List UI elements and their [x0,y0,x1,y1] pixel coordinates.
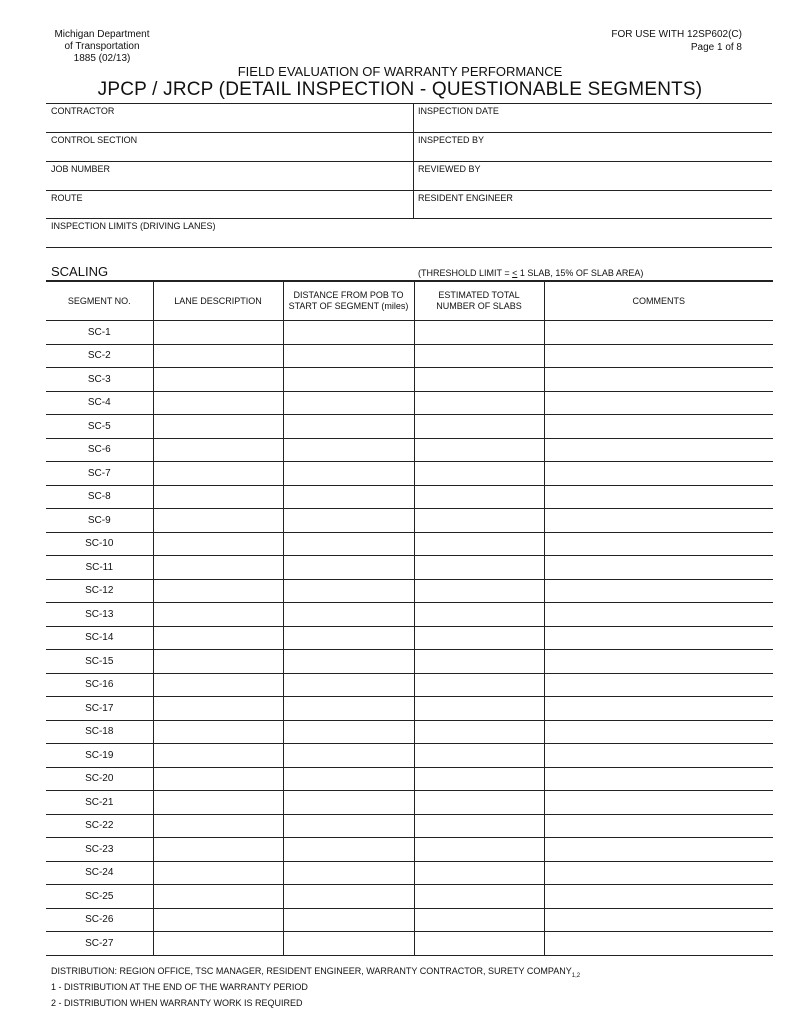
comments-cell[interactable] [544,438,773,462]
segment-no-cell: SC-5 [46,415,153,439]
table-row [46,368,773,392]
segment-no-cell: SC-4 [46,391,153,415]
segment-no-cell: SC-22 [46,814,153,838]
comments-cell[interactable] [544,391,773,415]
distribution-line [51,966,580,979]
segment-no-cell: SC-7 [46,462,153,486]
agency-block [52,29,152,65]
estimated-slabs-cell[interactable] [414,838,544,862]
table-row [46,720,773,744]
table-row [46,344,773,368]
comments-cell[interactable] [544,485,773,509]
col-slabs-line1: ESTIMATED TOTAL [438,290,520,300]
lane-description-cell[interactable] [153,462,283,486]
threshold-text-pre: (THRESHOLD LIMIT = [418,268,513,278]
distance-cell[interactable] [283,791,414,815]
table-row [46,697,773,721]
table-row [46,908,773,932]
segment-no-cell: SC-9 [46,509,153,533]
table-row [46,791,773,815]
form-subtitle: JPCP / JRCP (DETAIL INSPECTION - QUESTIONABLE SEGMENTS) [97,79,703,100]
distance-cell[interactable] [283,814,414,838]
segment-no-cell: SC-8 [46,485,153,509]
table-row [46,932,773,956]
table-row [46,626,773,650]
distance-cell[interactable] [283,603,414,627]
table-row [46,814,773,838]
segment-no-cell: SC-27 [46,932,153,956]
inspection-date-field[interactable]: INSPECTION DATE [418,106,499,116]
distribution-note-1: 1 - DISTRIBUTION AT THE END OF THE WARRANTY PERIOD [51,982,308,992]
threshold-text-post: 1 SLAB, 15% OF SLAB AREA) [517,268,644,278]
comments-cell[interactable] [544,650,773,674]
job-number-field[interactable]: JOB NUMBER [51,164,111,174]
segment-no-cell: SC-6 [46,438,153,462]
distance-cell[interactable] [283,438,414,462]
page-number: Page 1 of 8 [690,42,742,53]
distance-cell[interactable] [283,462,414,486]
estimated-slabs-cell[interactable] [414,861,544,885]
estimated-slabs-cell[interactable] [414,532,544,556]
lane-description-cell[interactable] [153,650,283,674]
lane-description-cell[interactable] [153,720,283,744]
distance-cell[interactable] [283,767,414,791]
distance-cell[interactable] [283,579,414,603]
divider [46,247,772,248]
comments-cell[interactable] [544,885,773,909]
divider [46,132,772,133]
distance-cell[interactable] [283,838,414,862]
segment-no-cell: SC-1 [46,321,153,345]
agency-name-line2: of Transportation [64,41,140,52]
segment-no-cell: SC-26 [46,908,153,932]
threshold-limit [418,268,643,278]
estimated-slabs-cell[interactable] [414,509,544,533]
table-row [46,861,773,885]
table-row [46,673,773,697]
distance-cell[interactable] [283,509,414,533]
lane-description-cell[interactable] [153,932,283,956]
comments-cell[interactable] [544,509,773,533]
comments-cell[interactable] [544,344,773,368]
estimated-slabs-cell[interactable] [414,885,544,909]
lane-description-cell[interactable] [153,885,283,909]
comments-cell[interactable] [544,603,773,627]
comments-cell[interactable] [544,368,773,392]
estimated-slabs-cell[interactable] [414,697,544,721]
lane-description-cell[interactable] [153,344,283,368]
comments-cell[interactable] [544,744,773,768]
distance-cell[interactable] [283,556,414,580]
col-comments: COMMENTS [544,281,773,321]
lane-description-cell[interactable] [153,744,283,768]
lane-description-cell[interactable] [153,368,283,392]
estimated-slabs-cell[interactable] [414,438,544,462]
lane-description-cell[interactable] [153,673,283,697]
comments-cell[interactable] [544,791,773,815]
lane-description-cell[interactable] [153,861,283,885]
comments-cell[interactable] [544,415,773,439]
divider [46,103,772,104]
distance-cell[interactable] [283,368,414,392]
inspected-by-field[interactable]: INSPECTED BY [418,135,485,145]
lane-description-cell[interactable] [153,321,283,345]
segment-no-cell: SC-13 [46,603,153,627]
divider [46,218,772,219]
distance-cell[interactable] [283,415,414,439]
segment-no-cell: SC-19 [46,744,153,768]
agency-name-line1: Michigan Department [54,29,150,40]
comments-cell[interactable] [544,932,773,956]
segment-no-cell: SC-21 [46,791,153,815]
distance-cell[interactable] [283,485,414,509]
comments-cell[interactable] [544,462,773,486]
lane-description-cell[interactable] [153,908,283,932]
resident-engineer-field[interactable]: RESIDENT ENGINEER [418,193,513,203]
segment-no-cell: SC-3 [46,368,153,392]
distance-cell[interactable] [283,673,414,697]
comments-cell[interactable] [544,579,773,603]
comments-cell[interactable] [544,321,773,345]
distance-cell[interactable] [283,321,414,345]
estimated-slabs-cell[interactable] [414,814,544,838]
table-row [46,415,773,439]
table-row [46,438,773,462]
table-row [46,485,773,509]
segment-no-cell: SC-25 [46,885,153,909]
estimated-slabs-cell[interactable] [414,321,544,345]
estimated-slabs-cell[interactable] [414,650,544,674]
estimated-slabs-cell[interactable] [414,344,544,368]
table-row [46,509,773,533]
lane-description-cell[interactable] [153,391,283,415]
distance-cell[interactable] [283,532,414,556]
estimated-slabs-cell[interactable] [414,673,544,697]
segment-no-cell: SC-14 [46,626,153,650]
comments-cell[interactable] [544,814,773,838]
distance-cell[interactable] [283,908,414,932]
comments-cell[interactable] [544,626,773,650]
estimated-slabs-cell[interactable] [414,415,544,439]
table-row [46,744,773,768]
comments-cell[interactable] [544,861,773,885]
lane-description-cell[interactable] [153,791,283,815]
col-distance-line1: DISTANCE FROM POB TO [293,290,404,300]
lane-description-cell[interactable] [153,438,283,462]
estimated-slabs-cell[interactable] [414,603,544,627]
segments-body [46,321,773,956]
table-row [46,885,773,909]
table-row [46,603,773,627]
comments-cell[interactable] [544,838,773,862]
segment-no-cell: SC-24 [46,861,153,885]
distribution-text: DISTRIBUTION: REGION OFFICE, TSC MANAGER, RESIDENT ENGINEER, WARRANTY CONTRACTOR, SURETY COMPANY [51,966,572,976]
distance-cell[interactable] [283,626,414,650]
segment-no-cell: SC-16 [46,673,153,697]
lane-description-cell[interactable] [153,556,283,580]
estimated-slabs-cell[interactable] [414,744,544,768]
comments-cell[interactable] [544,697,773,721]
lane-description-cell[interactable] [153,697,283,721]
estimated-slabs-cell[interactable] [414,485,544,509]
estimated-slabs-cell[interactable] [414,908,544,932]
estimated-slabs-cell[interactable] [414,932,544,956]
table-header-row [46,281,773,321]
table-row [46,391,773,415]
segment-no-cell: SC-12 [46,579,153,603]
lane-description-cell[interactable] [153,767,283,791]
segment-no-cell: SC-11 [46,556,153,580]
lane-description-cell[interactable] [153,415,283,439]
table-row [46,650,773,674]
segment-no-cell: SC-2 [46,344,153,368]
form-title: FIELD EVALUATION OF WARRANTY PERFORMANCE [237,64,563,79]
table-row [46,838,773,862]
segment-no-cell: SC-10 [46,532,153,556]
table-row [46,579,773,603]
distance-cell[interactable] [283,391,414,415]
segment-no-cell: SC-15 [46,650,153,674]
segment-no-cell: SC-18 [46,720,153,744]
segment-no-cell: SC-17 [46,697,153,721]
less-equal-sign: < [512,268,518,278]
distance-cell[interactable] [283,344,414,368]
segment-no-cell: SC-23 [46,838,153,862]
col-slabs-line2: NUMBER OF SLABS [436,301,522,311]
comments-cell[interactable] [544,720,773,744]
distance-cell[interactable] [283,861,414,885]
col-lane-description: LANE DESCRIPTION [153,281,283,321]
divider [46,161,772,162]
col-distance-line2: START OF SEGMENT (miles) [288,301,409,311]
table-row [46,767,773,791]
route-field[interactable]: ROUTE [51,193,83,203]
distance-cell[interactable] [283,650,414,674]
table-row [46,556,773,580]
lane-description-cell[interactable] [153,603,283,627]
contractor-field[interactable]: CONTRACTOR [51,106,115,116]
comments-cell[interactable] [544,767,773,791]
comments-cell[interactable] [544,673,773,697]
lane-description-cell[interactable] [153,509,283,533]
distance-cell[interactable] [283,932,414,956]
inspection-limits-field[interactable]: INSPECTION LIMITS (DRIVING LANES) [51,221,216,231]
estimated-slabs-cell[interactable] [414,579,544,603]
estimated-slabs-cell[interactable] [414,791,544,815]
lane-description-cell[interactable] [153,485,283,509]
comments-cell[interactable] [544,532,773,556]
distance-cell[interactable] [283,744,414,768]
estimated-slabs-cell[interactable] [414,462,544,486]
estimated-slabs-cell[interactable] [414,720,544,744]
divider [46,190,772,191]
comments-cell[interactable] [544,908,773,932]
lane-description-cell[interactable] [153,838,283,862]
table-row [46,532,773,556]
distance-cell[interactable] [283,697,414,721]
lane-description-cell[interactable] [153,579,283,603]
estimated-slabs-cell[interactable] [414,556,544,580]
estimated-slabs-cell[interactable] [414,391,544,415]
table-row [46,462,773,486]
col-estimated-slabs [414,281,544,321]
distance-cell[interactable] [283,720,414,744]
distribution-footnote-ref: 1,2 [571,972,581,979]
estimated-slabs-cell[interactable] [414,368,544,392]
estimated-slabs-cell[interactable] [414,767,544,791]
lane-description-cell[interactable] [153,814,283,838]
distance-cell[interactable] [283,885,414,909]
field-separator [413,103,414,218]
comments-cell[interactable] [544,556,773,580]
control-section-field[interactable]: CONTROL SECTION [51,135,138,145]
estimated-slabs-cell[interactable] [414,626,544,650]
for-use-note: FOR USE WITH 12SP602(C) [611,29,742,40]
scaling-table [46,280,773,956]
col-distance [283,281,414,321]
form-number: 1885 (02/13) [73,53,131,64]
distribution-note-2: 2 - DISTRIBUTION WHEN WARRANTY WORK IS REQUIRED [51,998,303,1008]
section-heading: SCALING [51,264,109,279]
lane-description-cell[interactable] [153,626,283,650]
lane-description-cell[interactable] [153,532,283,556]
reviewed-by-field[interactable]: REVIEWED BY [418,164,481,174]
col-segment-no: SEGMENT NO. [46,281,153,321]
table-row [46,321,773,345]
segment-no-cell: SC-20 [46,767,153,791]
